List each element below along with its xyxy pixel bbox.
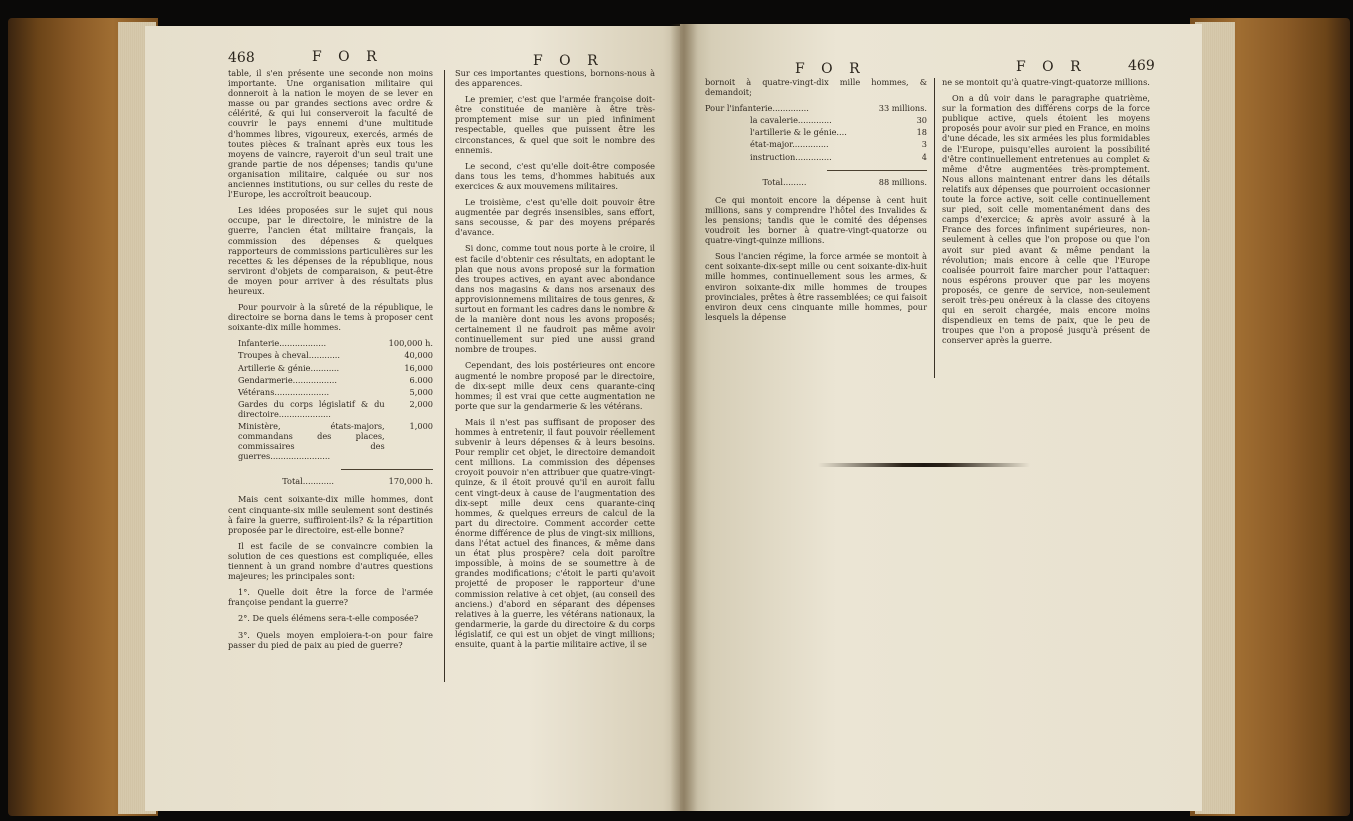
table-row — [228, 375, 433, 387]
row-value: 30 — [916, 115, 927, 126]
total-row — [228, 474, 433, 488]
row-value: 6.000 — [409, 374, 433, 385]
total-rule — [827, 170, 927, 171]
row-label: Pour l'infanterie.............. — [705, 103, 809, 114]
row-label: l'artillerie & le génie.... — [750, 127, 847, 138]
row-value: 40,000 — [404, 350, 433, 361]
table-row — [228, 350, 433, 362]
table-row — [705, 139, 927, 151]
paragraph: Il est facile de se convaincre combien la solution de ces questions est compliquée, elles tiennent à un grand nombre d'autres questions majeures; les principales sont: — [228, 540, 433, 582]
paragraph: Le premier, c'est que l'armée françoise doit-être constituée de manière à être très-promptement mise sur un pied infiniment respectable, quelles que puissent être les circonstances, & quel que soit le nombre des ennemis. — [455, 94, 655, 155]
left-page-column-2 — [455, 68, 655, 655]
right-page-column-2 — [942, 77, 1150, 351]
table-row — [705, 127, 927, 139]
paragraph: Mais cent soixante-dix mille hommes, dont cent cinquante-six mille seulement sont destinés à faire la guerre, suffiroient-ils? & la répartition proposée par le directoire, est-elle bonne? — [228, 494, 433, 535]
table-row — [228, 399, 433, 421]
row-value: 3 — [921, 139, 927, 150]
page-number-left: 468 — [228, 50, 255, 66]
paragraph: Si donc, comme tout nous porte à le croire, il est facile d'obtenir ces résultats, en adoptant le plan que nous avons proposé sur la formation des troupes actives, en ayant avec abondance dans nos magasins & dans nos arsenaux des approvisionnemens militaires de tous genres, & surtout en formant les cadres dans le nombre & de la manière dont nous les avons proposés; certainement il ne faudroit pas même avoir continuellement sur pied une aussi grand nombre de troupes. — [455, 243, 655, 355]
question-1: 1°. Quelle doit être la force de l'armée françoise pendant la guerre? — [228, 587, 433, 608]
running-head-right-2: F O R — [1016, 59, 1087, 75]
column-divider-left — [444, 70, 445, 682]
paragraph: Le second, c'est qu'elle doit-être composée dans tous les tems, d'hommes habitués aux exercices & aux mouvemens militaires. — [455, 160, 655, 191]
table-row — [228, 387, 433, 399]
total-value: 170,000 h. — [388, 476, 433, 487]
paragraph: Sur ces importantes questions, bornons-nous à des apparences. — [455, 68, 655, 89]
paragraph: Les idées proposées sur le sujet qui nous occupe, par le directoire, le ministre de la guerre, l'ancien état militaire français, la commission des dépenses & quelques rapporteurs de commissions particulières sur les recettes & les dépenses de la république, nous serviront d'objets de comparaison, & peut-être de moyen pour arriver à des résultats plus heureux. — [228, 205, 433, 296]
left-page-column-1 — [228, 68, 433, 656]
row-value: 5,000 — [409, 386, 433, 397]
page-number-right: 469 — [1128, 58, 1155, 74]
paragraph: Pour pourvoir à la sûreté de la république, le directoire se borna dans le tems à proposer cent soixante-dix mille hommes. — [228, 302, 433, 333]
row-label: instruction.............. — [750, 151, 832, 162]
row-label: état-major.............. — [750, 139, 829, 150]
paragraph: Mais il n'est pas suffisant de proposer des hommes à entretenir, il faut pouvoir réellement subvenir à leurs dépenses & à leurs besoins. Pour remplir cet objet, le directoire demandoit cent millions. La commission des dépenses croyoit pouvoir n'en attribuer que quatre-vingt-quinze, & il étoit prouvé qu'il en auroit fallu cent vingt-deux à cause de l'augmentation des dix-sept mille deux cens quarante-cinq hommes, & quelques erreurs de calcul de la part du directoire. Comment accorder cette énorme différence de plus de vingt-six millions, dans l'état actuel des finances, & même dans un état plus prospère? cela doit paroître impossible, à moins de se soumettre à de grandes modifications; c'étoit le parti qu'avoit projetté de proposer le rapporteur d'une commission relative à cet objet, (au conseil des anciens.) d'abord en séparant des dépenses relatives à la guerre, les vétérans nationaux, la gendarmerie, la garde du directoire & du corps législatif, ce qui est un objet de vingt millions; ensuite, quant à la partie militaire active, il se — [455, 416, 655, 649]
total-row — [705, 175, 927, 189]
row-value: 4 — [921, 151, 927, 162]
troop-total — [228, 474, 433, 488]
paragraph: Ce qui montoit encore la dépense à cent huit millions, sans y comprendre l'hôtel des Invalides & les pensions; tandis que le comité des dépenses voudroit les borner à quatre-vingt-quatorze ou quatre-vingt-quinze millions. — [705, 194, 927, 246]
total-rule — [341, 469, 433, 470]
paragraph: bornoit à quatre-vingt-dix mille hommes, & demandoit; — [705, 77, 927, 98]
paragraph: Cependant, des lois postérieures ont encore augmenté le nombre proposé par le directoire, de dix-sept mille deux cens quarante-cinq hommes; il est vrai que cette augmentation ne porte que sur la gendarmerie & les vétérans. — [455, 360, 655, 411]
table-row — [228, 338, 433, 350]
table-row — [228, 421, 433, 463]
row-label: Artillerie & génie........... — [238, 362, 340, 373]
row-label: Ministère, états-majors, commandans des places, commissaires des guerres....................... — [238, 421, 385, 462]
row-label: Gendarmerie................. — [238, 374, 337, 385]
row-value: 18 — [916, 127, 927, 138]
troop-table — [228, 338, 433, 463]
running-head-left-1: F O R — [312, 49, 383, 65]
book-gutter — [670, 24, 698, 811]
right-page-column-1 — [705, 77, 927, 328]
question-3: 3°. Quels moyen emploiera-t-on pour faire passer du pied de paix au pied de guerre? — [228, 629, 433, 650]
table-row — [705, 152, 927, 164]
running-head-right-1: F O R — [795, 61, 866, 77]
row-value: 1,000 — [409, 421, 433, 431]
total-label: Total......... — [762, 176, 807, 187]
row-label: Infanterie.................. — [238, 338, 327, 349]
table-row — [228, 363, 433, 375]
row-value: 2,000 — [409, 398, 433, 409]
row-value: 33 millions. — [878, 103, 927, 114]
row-value: 16,000 — [404, 362, 433, 373]
total-value: 88 millions. — [878, 176, 927, 187]
running-head-left-2: F O R — [533, 53, 604, 69]
paragraph: table, il s'en présente une seconde non moins importante. Une organisation militaire qui donneroit à la nation le moyen de se lever en masse ou par grandes sections avec ordre & célérité, & qui lui conserveroit la faculté de couvrir le pays ennemi d'une multitude d'hommes libres, vigoureux, exercés, armés de toutes pièces & traînant après eux tous les moyens de vaincre, rayeroit d'un seul trait une grande partie de nos dépenses; tandis qu'une organisation militaire, calquée ou sur nos anciennes institutions, ou sur celles du reste de l'Europe, les accroîtroit beaucoup. — [228, 68, 433, 200]
paragraph: Le troisième, c'est qu'elle doit pouvoir être augmentée par degrés insensibles, sans effort, sans secousse, & par des moyens préparés d'avance. — [455, 197, 655, 238]
end-ornament-rule — [818, 463, 1030, 467]
paragraph: ne se montoit qu'à quatre-vingt-quatorze millions. — [942, 77, 1150, 87]
total-label: Total............ — [282, 476, 335, 487]
budget-total — [705, 175, 927, 189]
row-label: Vétérans..................... — [238, 386, 330, 397]
table-row — [705, 115, 927, 127]
table-row — [705, 103, 927, 115]
budget-table — [705, 103, 927, 163]
row-label: Gardes du corps législatif & du directoire.................... — [238, 398, 385, 419]
row-label: Troupes à cheval............ — [238, 350, 341, 361]
question-2: 2°. De quels élémens sera-t-elle composée? — [238, 613, 419, 624]
paragraph: On a dû voir dans le paragraphe quatrième, sur la formation des différens corps de la force publique active, quels étoient les moyens proposés pour avoir sur pied en France, en moins d'une décade, les six armées les plus formidables de l'Europe, puisqu'elles auroient la possibilité d'être continuellement entretenues au complet & même d'être augmentées très-promptement. Nous allons maintenant entrer dans les détails relatifs aux dépenses que pourroient occasionner toute la force active, soit celle continuellement sur pied, soit celle momentanément dans des camps d'exercice; & après avoir assuré à la France des forces infiniment supérieures, non-seulement à celles que l'on propose ou que l'on avoit sur pied avant & même pendant la révolution; mais encore à celle que l'Europe coalisée pourroit faire marcher pour l'attaquer: nous espérons prouver que par les moyens proposés, ce genre de service, non-seulement seroit très-peu onéreux à la classe des citoyens qui en seroit chargée, mais encore moins dispendieux en tems de paix, que le peu de troupes que l'on a proposé jusqu'à présent de conserver après la guerre. — [942, 93, 1150, 346]
row-label: la cavalerie............. — [750, 115, 832, 126]
column-divider-right — [934, 78, 935, 378]
paragraph: Sous l'ancien régime, la force armée se montoit à cent soixante-dix-sept mille ou cent soixante-dix-huit mille hommes, continuellement sous les armes, & environ soixante-dix mille hommes de troupes provinciales, prêtes à être rassemblées; ce qui faisoit environ deux cens cinquante mille hommes, pour lesquels la dépense — [705, 251, 927, 322]
row-value: 100,000 h. — [388, 338, 433, 349]
